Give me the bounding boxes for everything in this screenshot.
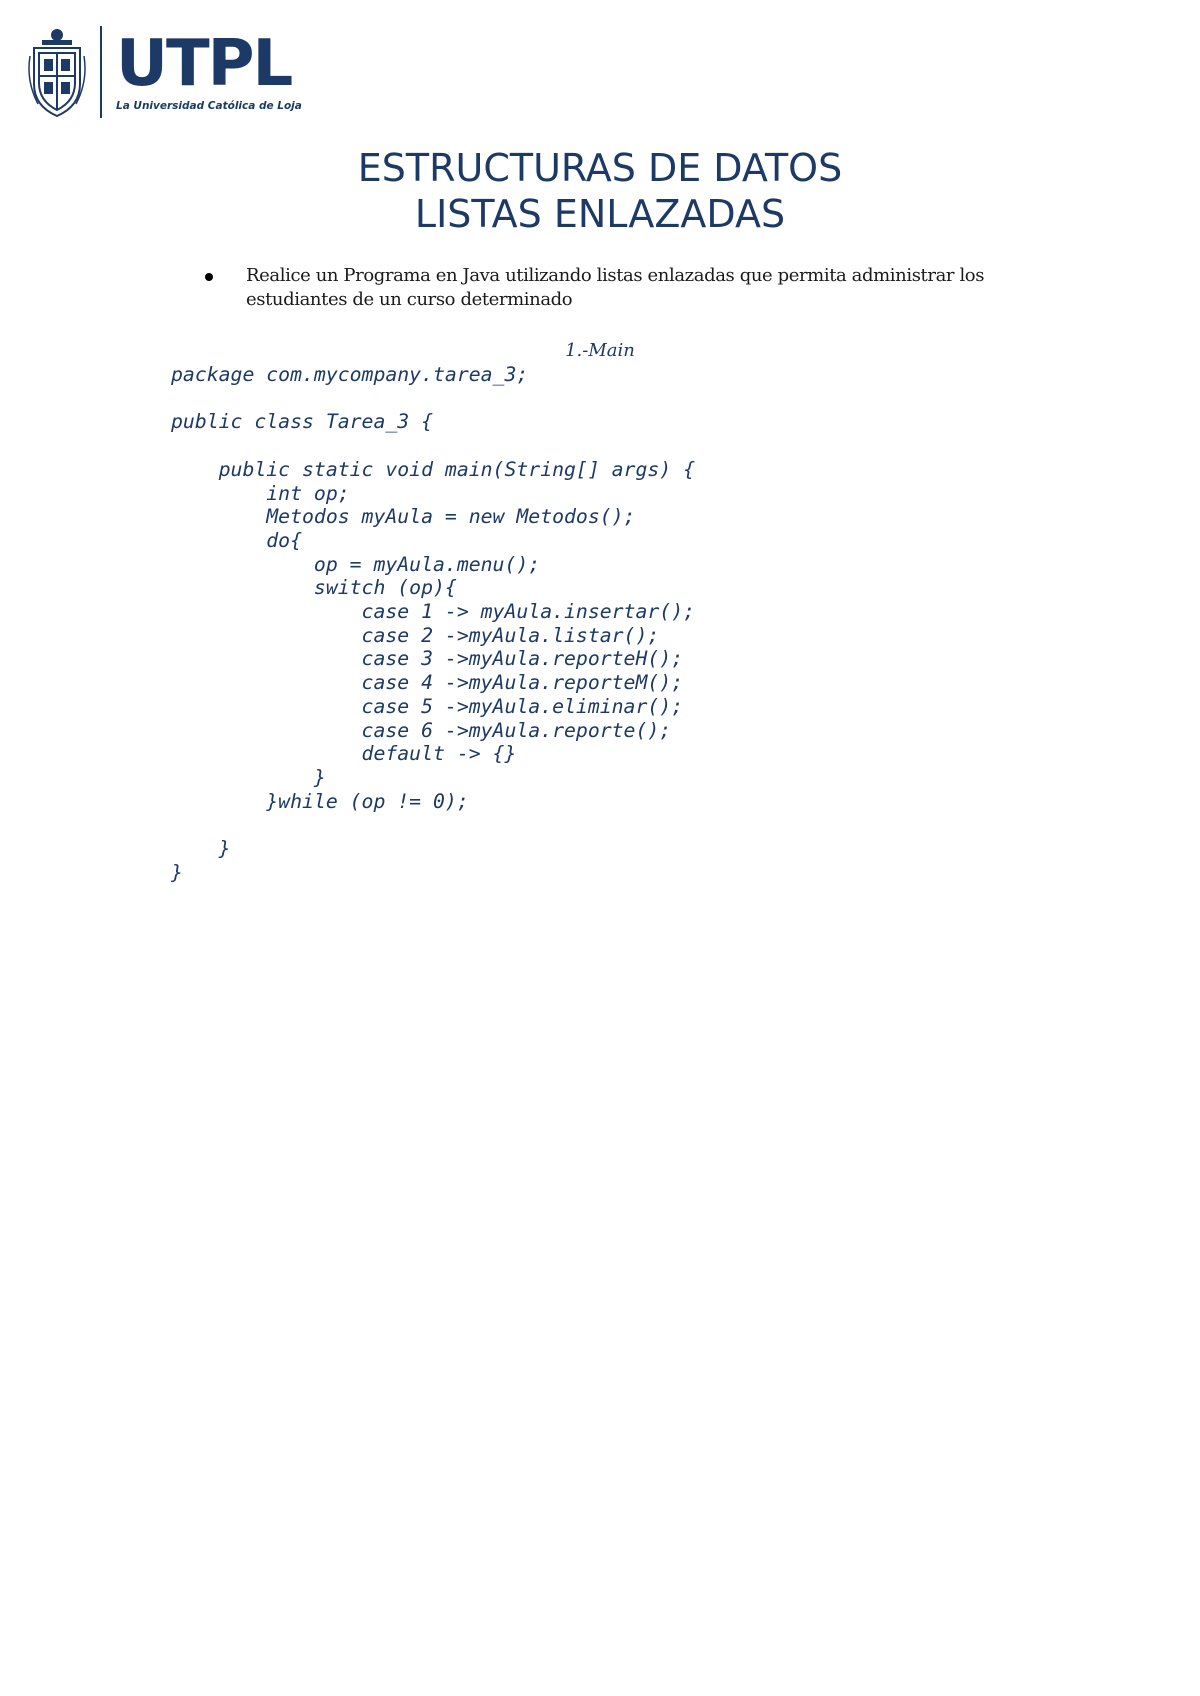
code-block	[171, 363, 695, 884]
university-seal-icon	[28, 26, 86, 118]
code-line: }	[171, 765, 326, 789]
code-line: op = myAula.menu();	[171, 552, 541, 576]
instruction-bullet	[205, 264, 1005, 312]
document-title	[0, 145, 1200, 237]
code-line: do{	[171, 528, 303, 552]
title-line-2: LISTAS ENLAZADAS	[414, 192, 786, 236]
code-line: public static void main(String[] args) {	[171, 457, 696, 481]
code-line	[171, 434, 695, 458]
code-line: }while (op != 0);	[171, 789, 469, 813]
code-line: }	[171, 860, 183, 884]
code-line: case 2 ->myAula.listar();	[171, 623, 660, 647]
code-line: case 4 ->myAula.reporteM();	[171, 671, 684, 695]
bullet-icon	[205, 273, 213, 281]
instruction-text: Realice un Programa en Java utilizando listas enlazadas que permita administrar los estudiantes de un curso determinado	[246, 265, 985, 310]
brand-divider	[100, 26, 102, 118]
code-line: }	[171, 837, 231, 861]
code-line: case 6 ->myAula.reporte();	[171, 718, 672, 742]
code-line: default -> {}	[171, 742, 517, 766]
code-line: case 5 ->myAula.eliminar();	[171, 694, 684, 718]
code-line	[171, 813, 695, 837]
code-line: package com.mycompany.tarea_3;	[171, 363, 529, 386]
code-line: int op;	[171, 481, 350, 505]
code-line: case 1 -> myAula.insertar();	[171, 600, 696, 624]
code-line: Metodos myAula = new Metodos();	[171, 505, 636, 529]
code-line: public class Tarea_3 {	[171, 410, 434, 434]
code-caption	[0, 340, 1200, 361]
university-logo	[116, 27, 302, 112]
brand-name: UTPL	[116, 27, 292, 101]
brand-tagline: La Universidad Católica de Loja	[116, 100, 302, 112]
code-caption-text: 1.-Main	[565, 340, 635, 361]
code-line: case 3 ->myAula.reporteH();	[171, 647, 684, 671]
page-header	[28, 24, 302, 120]
title-line-1: ESTRUCTURAS DE DATOS	[357, 146, 843, 190]
code-line: switch (op){	[171, 576, 457, 600]
code-line	[171, 387, 695, 411]
